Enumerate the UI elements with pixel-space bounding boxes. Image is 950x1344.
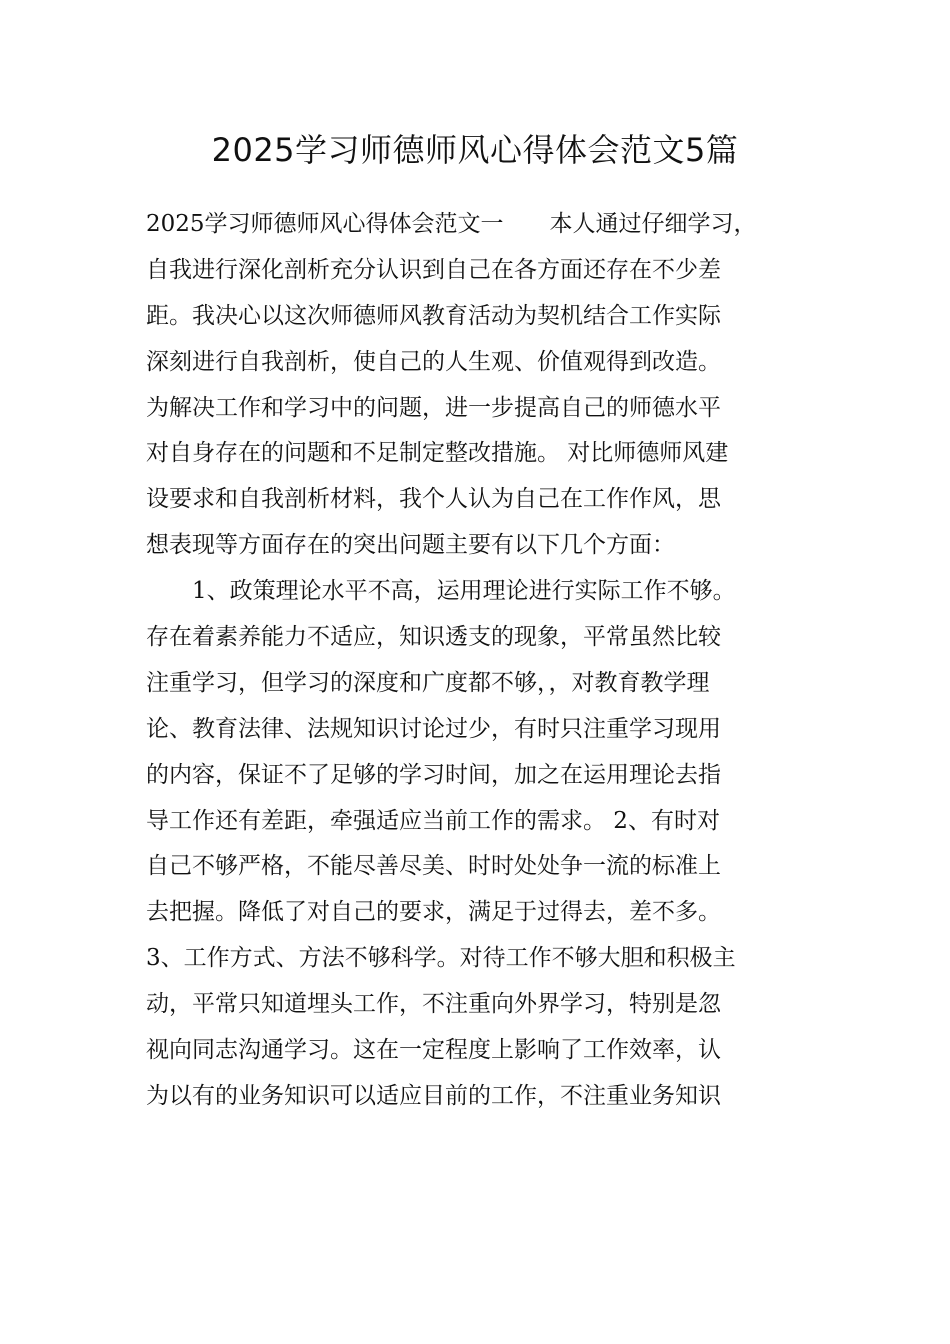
- body-line: 去把握。降低了对自己的要求，满足于过得去，差不多。: [146, 899, 721, 926]
- body-line: 1、政策理论水平不高，运用理论进行实际工作不够。: [146, 578, 736, 605]
- body-line: 深刻进行自我剖析，使自己的人生观、价值观得到改造。: [146, 348, 721, 375]
- body-line: 2025学习师德师风心得体会范文一 本人通过仔细学习，: [146, 211, 757, 237]
- body-line: 的内容，保证不了足够的学习时间，加之在运用理论去指: [146, 761, 721, 788]
- body-line: 自我进行深化剖析充分认识到自己在各方面还存在不少差: [146, 256, 721, 283]
- body-line: 为以有的业务知识可以适应目前的工作，不注重业务知识: [146, 1082, 721, 1109]
- body-line: 距。我决心以这次师德师风教育活动为契机结合工作实际: [146, 302, 721, 329]
- body-line: 想表现等方面存在的突出问题主要有以下几个方面：: [146, 532, 675, 559]
- body-line: 对自身存在的问题和不足制定整改措施。 对比师德师风建: [146, 440, 729, 467]
- body-line: 为解决工作和学习中的问题，进一步提高自己的师德水平: [146, 394, 721, 421]
- body-line: 自己不够严格，不能尽善尽美、时时处处争一流的标准上: [146, 853, 721, 880]
- body-line: 论、教育法律、法规知识讨论过少，有时只注重学习现用: [146, 715, 721, 742]
- body-line: 导工作还有差距，牵强适应当前工作的需求。 2、有时对: [146, 807, 720, 834]
- body-line: 注重学习，但学习的深度和广度都不够，，对教育教学理: [146, 669, 710, 696]
- body-line: 存在着素养能力不适应，知识透支的现象，平常虽然比较: [146, 624, 721, 651]
- body-line: 设要求和自我剖析材料，我个人认为自己在工作作风，思: [146, 486, 721, 513]
- document-title: 2025学习师德师风心得体会范文5篇: [211, 131, 739, 169]
- body-line: 动，平常只知道埋头工作，不注重向外界学习，特别是忽: [146, 991, 721, 1018]
- body-line: 3、工作方式、方法不够科学。对待工作不够大胆和积极主: [146, 945, 736, 972]
- body-line: 视向同志沟通学习。这在一定程度上影响了工作效率，认: [146, 1037, 721, 1064]
- document-body: [146, 202, 810, 1120]
